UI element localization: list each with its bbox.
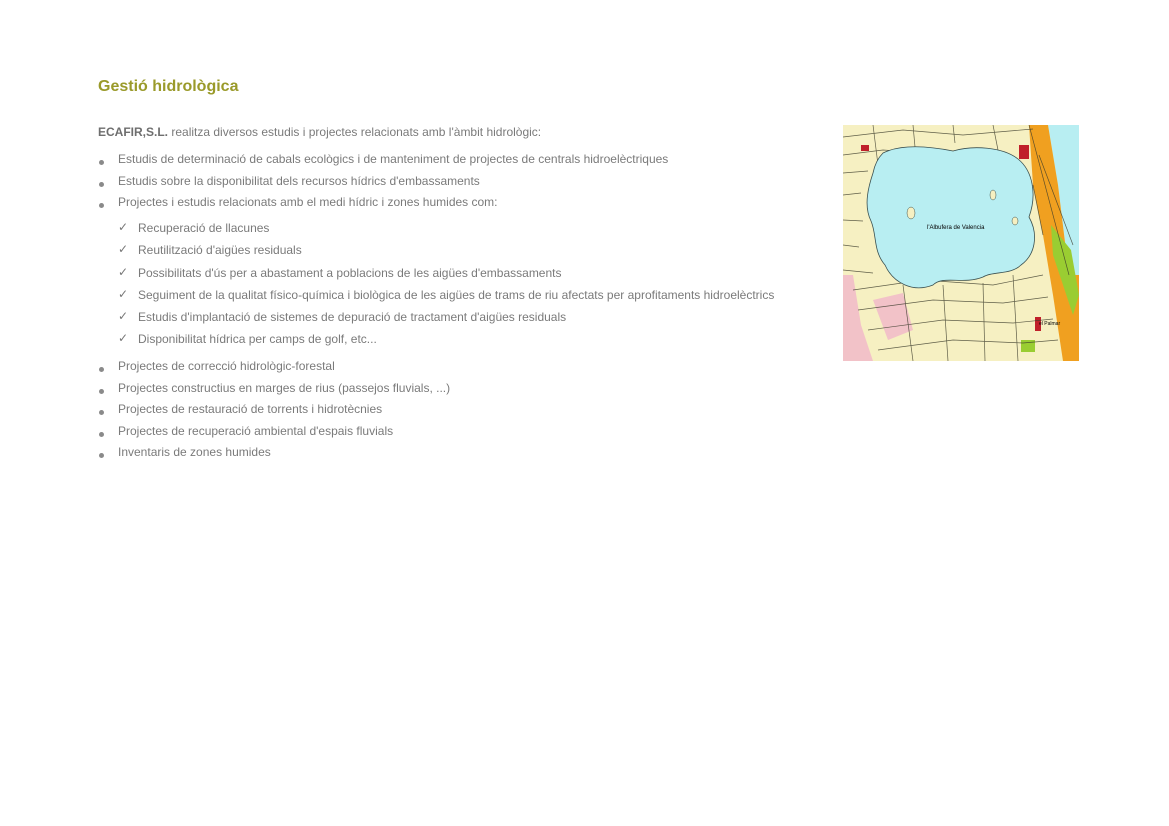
list-item-text: Estudis sobre la disponibilitat dels recursos hídrics d'embassaments [118, 173, 480, 188]
checkmark-icon: ✓ [118, 220, 129, 234]
list-item [118, 288, 774, 310]
map-lake [867, 147, 1034, 288]
list-item-text: Estudis d'implantació de sistemes de depuració de tractament d'aigües residuals [138, 310, 567, 325]
list-item [98, 195, 668, 217]
list-item-text: Disponibilitat hídrica per camps de golf, etc... [138, 332, 377, 347]
bullet-icon [99, 453, 104, 458]
list-item-text: Projectes constructius en marges de rius (passejos fluvials, ...) [118, 380, 451, 395]
list-item [98, 152, 668, 174]
albufera-map-image [843, 125, 1079, 361]
bullet-icon [99, 410, 104, 415]
list-item [118, 332, 774, 354]
checkmark-icon: ✓ [118, 331, 129, 346]
map-urban-area [1019, 145, 1029, 159]
checkmark-icon: ✓ [118, 309, 129, 324]
bullet-icon [99, 367, 104, 372]
list-item-text: Inventaris de zones humides [118, 445, 271, 459]
map-island [1012, 217, 1018, 225]
map-island [907, 207, 915, 219]
list-item-text: Seguiment de la qualitat físico-química i biològica de les aigües de trams de riu afectats per aprofitaments hidroelèctrics [138, 287, 775, 302]
list-item-text: Projectes de recuperació ambiental d'espais fluvials [118, 423, 394, 438]
intro-text: realitza diversos estudis i projectes relacionats amb l'àmbit hidrològic: [168, 125, 542, 139]
list-item [98, 445, 450, 467]
map-island [990, 190, 996, 200]
bullet-icon [99, 182, 104, 187]
list-item-text: Possibilitats d'ús per a abastament a poblacions de les aigües d'embassaments [138, 265, 562, 280]
checkmark-icon: ✓ [118, 264, 129, 279]
list-item [98, 402, 450, 424]
services-list-top [98, 152, 668, 217]
map-green-patch [1021, 340, 1035, 352]
list-item [118, 243, 774, 265]
list-item-text: Recuperació de llacunes [138, 221, 270, 235]
list-item-text: Projectes de restauració de torrents i hidrotècnies [118, 402, 383, 416]
bullet-icon [99, 432, 104, 437]
bullet-icon [99, 389, 104, 394]
list-item-text: Estudis de determinació de cabals ecològics i de manteniment de projectes de centrals hidroelèctriques [118, 152, 669, 166]
list-item [118, 310, 774, 332]
list-item-text: Projectes de correcció hidrològic-forestal [118, 359, 335, 373]
list-item [118, 221, 774, 243]
bullet-icon [99, 203, 104, 208]
map-town-label: el Palmar [1039, 321, 1061, 327]
page-title: Gestió hidrològica [98, 78, 239, 95]
company-name: ECAFIR,S.L. [98, 125, 169, 139]
map-lake-label: l'Albufera de Valencia [927, 225, 985, 231]
list-item [98, 424, 450, 446]
list-item [98, 359, 450, 381]
intro-paragraph [98, 125, 541, 140]
map-graphic [843, 125, 1079, 361]
list-item [98, 174, 668, 196]
list-item-text: Projectes i estudis relacionats amb el medi hídric i zones humides com: [118, 195, 498, 209]
checkmark-icon: ✓ [118, 242, 129, 257]
list-item-text: Reutilització d'aigües residuals [138, 243, 302, 258]
list-item [118, 266, 774, 288]
services-list-bottom [98, 359, 450, 467]
map-urban-area [861, 145, 869, 151]
bullet-icon [99, 160, 104, 165]
list-item [98, 381, 450, 403]
wetland-studies-list [118, 221, 774, 355]
checkmark-icon: ✓ [118, 286, 129, 301]
